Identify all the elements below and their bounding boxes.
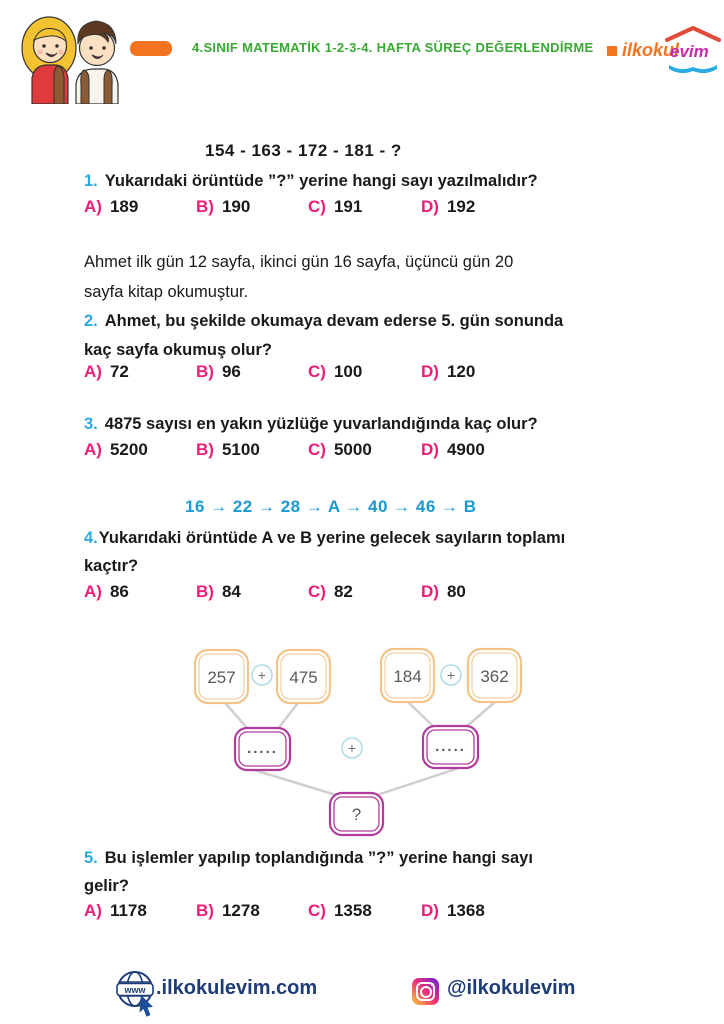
svg-text:www: www (124, 985, 146, 995)
q4-stimulus-sequence: 16 → 22 → 28 → A → 40 → 46 → B (185, 497, 477, 516)
q5-question-line2: gelir? (84, 877, 129, 895)
kids-illustration (8, 4, 126, 104)
q1-option-d: D) 192 (421, 197, 476, 216)
globe-www-icon (114, 968, 160, 1020)
svg-text:.....: ..... (435, 738, 466, 755)
partial-sum-box-right (423, 726, 478, 768)
roof-icon (665, 26, 721, 42)
q2-text-line1: Ahmet, bu şekilde okumaya devam ederse 5. gün sonunda (104, 312, 564, 330)
addend-box-184 (381, 649, 434, 702)
header-accent-bar (130, 41, 172, 56)
q4-question-line1 (84, 526, 565, 550)
plus-icon (441, 665, 461, 685)
svg-text:184: 184 (393, 667, 422, 686)
svg-text:362: 362 (480, 667, 509, 686)
logo-text-evim: evim (670, 42, 709, 61)
q2-number: 2. (84, 312, 98, 330)
logo-square-icon (607, 46, 617, 56)
q4-text-line1: Yukarıdaki örüntüde A ve B yerine gelecek sayıların toplamı (98, 529, 566, 547)
q3-option-b: B) 5100 (196, 440, 260, 459)
q1-number: 1. (84, 172, 98, 190)
addend-box-362 (468, 649, 521, 702)
q5-option-c: C) 1358 (308, 901, 372, 920)
q1-option-b: B) 190 (196, 197, 251, 216)
plus-icon (342, 738, 362, 758)
q3-options (84, 440, 644, 466)
q2-question-line1 (84, 309, 563, 333)
q3-option-d: D) 4900 (421, 440, 485, 459)
q2-option-c: C) 100 (308, 362, 363, 381)
q4-options (84, 582, 644, 608)
cursor-icon (140, 995, 154, 1017)
addend-box-475 (277, 650, 330, 703)
book-icon (667, 62, 719, 76)
logo-text-ilkokul: ilkokul (622, 40, 680, 60)
q3-option-c: C) 5000 (308, 440, 372, 459)
q2-question-line2: kaç sayfa okumuş olur? (84, 341, 272, 359)
q5-option-d: D) 1368 (421, 901, 485, 920)
instagram-icon (412, 978, 439, 1005)
q2-intro-line1: Ahmet ilk gün 12 sayfa, ikinci gün 16 sayfa, üçüncü gün 20 (84, 253, 514, 271)
instagram-lens (420, 986, 432, 998)
ilkokulevim-logo (607, 26, 719, 78)
q4-question-line2: kaçtır? (84, 557, 139, 575)
q5-question-line1 (84, 846, 533, 870)
q3-option-a: A) 5200 (84, 440, 148, 459)
q5-option-a: A) 1178 (84, 901, 147, 920)
result-box (330, 793, 383, 835)
website-url: .ilkokulevim.com (156, 977, 318, 999)
q1-option-c: C) 191 (308, 197, 363, 216)
addend-box-257 (195, 650, 248, 703)
svg-text:+: + (257, 667, 267, 683)
q1-question (84, 169, 538, 193)
q2-option-b: B) 96 (196, 362, 241, 381)
page-title: 4.SINIF MATEMATİK 1-2-3-4. HAFTA SÜREÇ DEĞERLENDİRME (192, 40, 594, 55)
q3-question (84, 412, 538, 436)
q2-intro-line2: sayfa kitap okumuştur. (84, 283, 249, 301)
q4-number: 4. (84, 529, 98, 547)
instagram-flash-dot (431, 983, 434, 986)
q3-number: 3. (84, 415, 98, 433)
svg-text:+: + (347, 740, 357, 756)
q1-option-a: A) 189 (84, 197, 139, 216)
q1-stimulus-sequence: 154 - 163 - 172 - 181 - ? (205, 141, 402, 160)
svg-text:?: ? (351, 805, 362, 824)
q4-option-d: D) 80 (421, 582, 466, 601)
svg-text:+: + (446, 667, 456, 683)
addition-tree-diagram (150, 642, 570, 847)
q1-options (84, 197, 644, 223)
q3-text: 4875 sayısı en yakın yüzlüğe yuvarlandığında kaç olur? (104, 415, 538, 433)
svg-text:475: 475 (289, 668, 318, 687)
q5-options (84, 901, 644, 927)
svg-text:.....: ..... (247, 740, 278, 757)
q5-text-line1: Bu işlemler yapılıp toplandığında ”?” yerine hangi sayı (104, 849, 533, 867)
q4-option-c: C) 82 (308, 582, 353, 601)
q5-option-b: B) 1278 (196, 901, 260, 920)
q4-option-b: B) 84 (196, 582, 241, 601)
q2-option-a: A) 72 (84, 362, 129, 381)
svg-text:257: 257 (207, 668, 236, 687)
q2-options (84, 362, 644, 388)
q2-option-d: D) 120 (421, 362, 476, 381)
plus-icon (252, 665, 272, 685)
q1-text: Yukarıdaki örüntüde ”?” yerine hangi sayı yazılmalıdır? (104, 172, 538, 190)
q5-number: 5. (84, 849, 98, 867)
instagram-handle: @ilkokulevim (447, 977, 576, 999)
partial-sum-box-left (235, 728, 290, 770)
q4-option-a: A) 86 (84, 582, 129, 601)
